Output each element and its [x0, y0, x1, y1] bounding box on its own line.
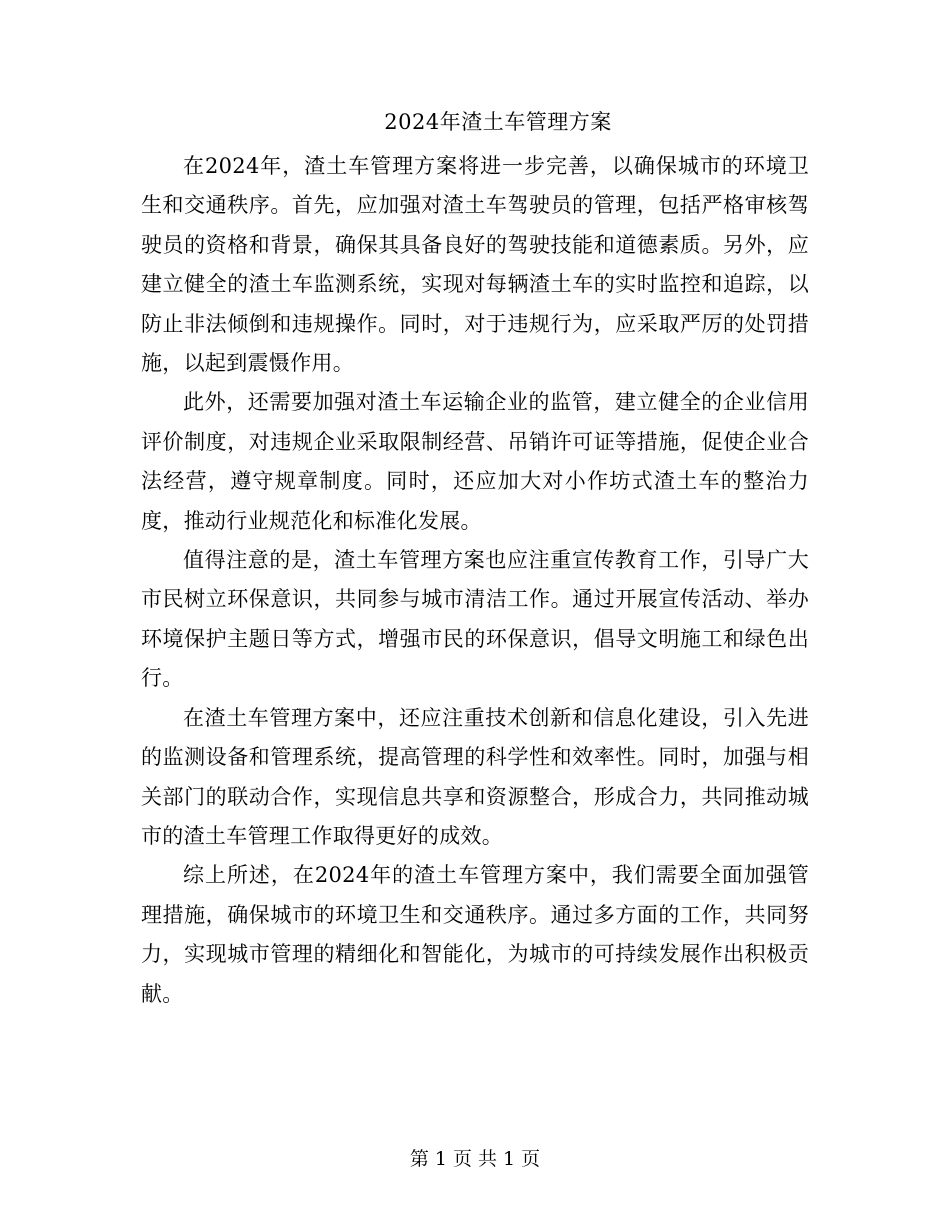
paragraph: 在2024年，渣土车管理方案将进一步完善，以确保城市的环境卫生和交通秩序。首先，应加强对渣土车驾驶员的管理，包括严格审核驾驶员的资格和背景，确保其具备良好的驾驶技能和道德素质。另外，应建立健全的渣土车监测系统，实现对每辆渣土车的实时监控和追踪，以防止非法倾倒和违规操作。同时，对于违规行为，应采取严厉的处罚措施，以起到震慑作用。 [141, 154, 809, 376]
document-body [141, 147, 809, 1014]
page-number-footer: 第 1 页 共 1 页 [409, 1148, 541, 1170]
paragraph: 在渣土车管理方案中，还应注重技术创新和信息化建设，引入先进的监测设备和管理系统，提高管理的科学性和效率性。同时，加强与相关部门的联动合作，实现信息共享和资源整合，形成合力，共同推动城市的渣土车管理工作取得更好的成效。 [141, 705, 809, 848]
paragraph: 此外，还需要加强对渣土车运输企业的监管，建立健全的企业信用评价制度，对违规企业采取限制经营、吊销许可证等措施，促使企业合法经营，遵守规章制度。同时，还应加大对小作坊式渣土车的整治力度，推动行业规范化和标准化发展。 [141, 390, 809, 533]
document-title: 2024年渣土车管理方案 [384, 110, 612, 134]
paragraph: 值得注意的是，渣土车管理方案也应注重宣传教育工作，引导广大市民树立环保意识，共同参与城市清洁工作。通过开展宣传活动、举办环境保护主题日等方式，增强市民的环保意识，倡导文明施工和绿色出行。 [141, 548, 809, 691]
paragraph: 综上所述，在2024年的渣土车管理方案中，我们需要全面加强管理措施，确保城市的环境卫生和交通秩序。通过多方面的工作，共同努力，实现城市管理的精细化和智能化，为城市的可持续发展作出积极贡献。 [141, 863, 809, 1006]
